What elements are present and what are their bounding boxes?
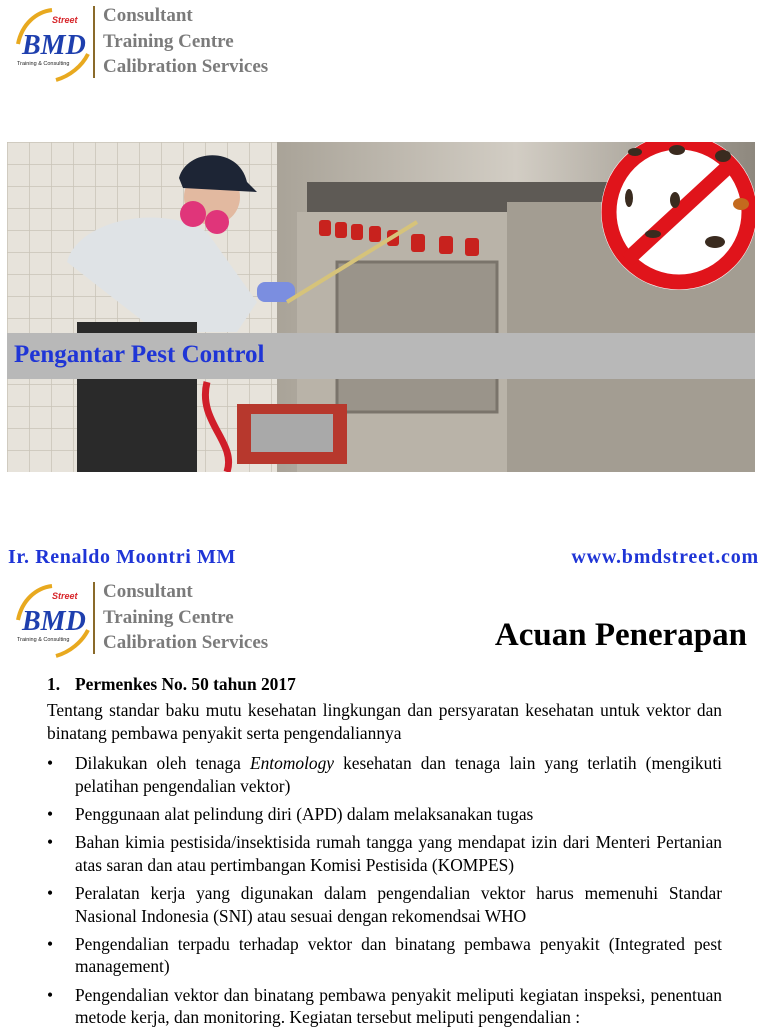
svg-text:Street: Street bbox=[52, 591, 78, 601]
website-link[interactable]: www.bmdstreet.com bbox=[571, 546, 759, 568]
hero-photo bbox=[7, 142, 755, 472]
brand-line-consultant: Consultant bbox=[103, 5, 193, 26]
svg-text:Training & Consulting: Training & Consulting bbox=[17, 637, 70, 643]
logo-divider-2 bbox=[93, 582, 95, 654]
list-item: • Bahan kimia pestisida/insektisida rumah tangga yang mendapat izin dari Menteri Pertanian atas saran dan atau pertimbangan Komisi Pestisida (KOMPES) bbox=[47, 832, 722, 875]
bullet-icon: • bbox=[47, 832, 54, 853]
svg-text:Training & Consulting: Training & Consulting bbox=[17, 61, 70, 67]
section-heading bbox=[47, 673, 722, 695]
slide-2-title: Acuan Penerapan bbox=[494, 617, 747, 653]
requirement-list bbox=[47, 752, 722, 1028]
bmd-logo bbox=[8, 6, 103, 84]
bullet-icon: • bbox=[47, 984, 54, 1005]
logo-divider bbox=[93, 6, 95, 78]
list-item: • Penggunaan alat pelindung diri (APD) dalam melaksanakan tugas bbox=[47, 804, 534, 825]
entomology-term: Entomology bbox=[249, 753, 335, 774]
author-name: Ir. Renaldo Moontri MM bbox=[8, 546, 236, 568]
list-item: • Pengendalian vektor dan binatang pembawa penyakit meliputi kegiatan inspeksi, penentuan metode kerja, dan monitoring. Kegiatan tersebut meliputi pengendalian : bbox=[47, 984, 722, 1028]
slide-2-body bbox=[47, 673, 722, 1035]
brand-services bbox=[103, 3, 268, 80]
svg-text:Street: Street bbox=[52, 15, 78, 25]
bullet-icon: • bbox=[47, 934, 54, 955]
brand-services-2 bbox=[103, 579, 268, 656]
brand-line-calibration: Calibration Services bbox=[103, 56, 269, 77]
slide-title: Pengantar Pest Control bbox=[14, 341, 265, 368]
pest-control-photo bbox=[7, 142, 755, 472]
svg-text:BMD: BMD bbox=[22, 30, 86, 61]
section-intro: Tentang standar baku mutu kesehatan lingkungan dan persyaratan kesehatan untuk vektor dan binatang pembawa penyakit serta pengendaliannya bbox=[47, 700, 722, 743]
bmd-logo-2 bbox=[8, 582, 103, 660]
brand-line-training: Training Centre bbox=[103, 30, 234, 52]
section-title: Permenkes No. 50 tahun 2017 bbox=[75, 674, 296, 694]
list-item: • Pengendalian terpadu terhadap vektor dan binatang pembawa penyakit (Integrated pest management) bbox=[47, 934, 722, 977]
bullet-icon: • bbox=[47, 883, 54, 904]
bullet-icon: • bbox=[47, 753, 54, 774]
section-number: 1. bbox=[47, 674, 61, 694]
bullet-icon: • bbox=[47, 804, 54, 825]
bmd-logo-icon bbox=[8, 6, 103, 84]
list-item: • Peralatan kerja yang digunakan dalam pengendalian vektor harus memenuhi Standar Nasional Indonesia (SNI) atau sesuai dengan rekomendsai WHO bbox=[47, 883, 722, 926]
svg-text:BMD: BMD bbox=[22, 606, 86, 637]
brand-line-consultant: Consultant bbox=[103, 581, 193, 602]
bmd-logo-icon bbox=[8, 582, 103, 660]
title-band bbox=[7, 333, 755, 379]
brand-line-training: Training Centre bbox=[103, 606, 234, 628]
list-item: • Dilakukan oleh tenaga Entomology kesehatan dan tenaga lain yang terlatih (mengikuti pelatihan pengendalian vektor) bbox=[47, 753, 722, 796]
brand-line-calibration: Calibration Services bbox=[103, 632, 269, 653]
